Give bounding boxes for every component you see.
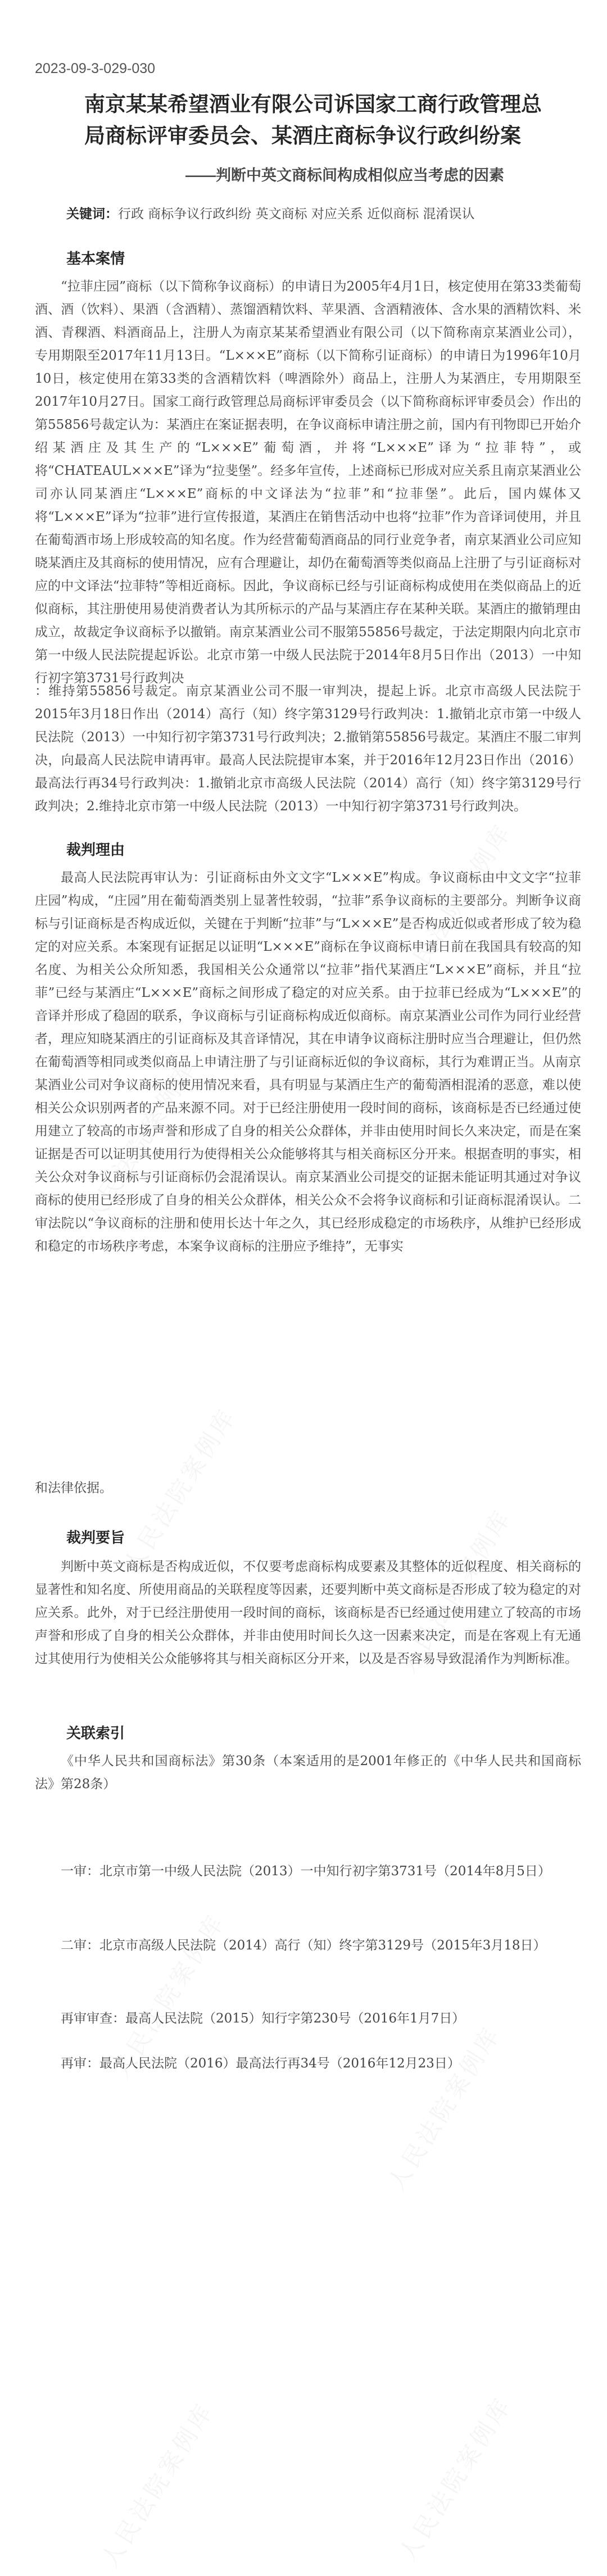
page-subtitle: ——判断中英文商标间构成相似应当考虑的因素 [185,167,504,184]
related-second-instance: 二审：北京市高级人民法院（2014）高行（知）终字第3129号（2015年3月18日） [61,1938,546,1953]
watermark [390,2389,519,2568]
keywords-label: 关键词： [66,206,118,221]
related-first-instance: 一审：北京市第一中级人民法院（2013）一中知行初字第3731号（2014年8月5日） [61,1864,551,1879]
case-number: 2023-09-3-029-030 [35,61,156,76]
gist-paragraph: 判断中英文商标是否构成近似，不仅要考虑商标构成要素及其整体的近似程度、相关商标的显著性和知名度、所使用商品的关联程度等因素，还要判断中英文商标是否形成了较为稳定的对应关系。此外，对于已经注册使用一段时间的商标，该商标是否已经通过使用建立了较高的市场声誉和形成了自身的相关公众群体，并非由使用时间长久这一因素来决定，而是在客观上有无通过其使用行为使相关公众能够将其与相关商标区分开来，以及是否容易导致混淆作为判断标准。 [35,1559,581,1666]
watermark [379,2019,508,2197]
related-retrial: 再审：最高人民法院（2016）最高法行再34号（2016年12月23日） [61,2056,460,2071]
page-title: 南京某某希望酒业有限公司诉国家工商行政管理总局商标评审委员会、某酒庄商标争议行政纠纷案 [84,93,542,147]
section-heading-gist: 裁判要旨 [66,1529,125,1546]
section-heading-related: 关联索引 [66,1725,125,1741]
reasoning-paragraph: 最高人民法院再审认为：引证商标由外文文字“L×××E”构成。争议商标由中文文字“拉菲庄园”构成，“庄园”用在葡萄酒类别上显著性较弱，“拉菲”系争议商标的主要部分。判断争议商标与引证商标是否构成近似，关键在于判断“拉菲”与“L×××E”是否构成近似或者形成了较为稳定的对应关系。本案现有证据足以证明“L×××E”商标在争议商标申请日前在我国具有较高的知名度、为相关公众所知悉，我国相关公众通常以“拉菲”指代某酒庄“L×××E”商标，并且“拉菲”已经与某酒庄“L×××E”商标之间形成了稳定的对应关系。由于拉菲已经成为“L×××E”的音译并形成了稳固的联系，争议商标与引证商标构成近似商标。南京某酒业公司作为同行业经营者，理应知晓某酒庄的引证商标及其音译情况，其在申请争议商标注册时应当合理避让，但仍然在葡萄酒等相同或类似商品上申请注册了与引证商标近似的争议商标，其行为难谓正当。从南京某酒业公司对争议商标的使用情况来看，具有明显与某酒庄生产的葡萄酒相混淆的恶意，难以使相关公众识别两者的产品来源不同。对于已经注册使用一段时间的商标，该商标是否已经通过使用建立了较高的市场声誉和形成了自身的相关公众群体，并非由使用时间长久来决定，而是在案证据是否可以证明其使用行为使得相关公众能够将其与相关商标区分开来。根据查明的事实，相关公众对争议商标与引证商标仍会混淆误认。南京某酒业公司提交的证据未能证明其通过对争议商标的使用已经形成了自身的相关公众群体，相关公众不会将争议商标和引证商标混淆误认。二审法院以“争议商标的注册和使用长达十年之久，其已经形成稳定的市场秩序，从维护已经形成和稳定的市场秩序考虑，本案争议商标的注册应予维持”，无事实 [35,870,581,1254]
basic-facts-paragraph: “拉菲庄园”商标（以下简称争议商标）的申请日为2005年4月1日，核定使用在第33类葡萄酒、酒（饮料）、果酒（含酒精）、蒸馏酒精饮料、苹果酒、含酒精液体、含水果的酒精饮料、米酒、青稞酒、料酒商品上，注册人为南京某某希望酒业有限公司（以下简称南京某酒业公司），专用期限至2017年11月13日。“L×××E”商标（以下简称引证商标）的申请日为1996年10月10日，核定使用在第33类的含酒精饮料（啤酒除外）商品上，注册人为某酒庄，专用期限至2017年10月27日。国家工商行政管理总局商标评审委员会（以下简称商标评审委员会）作出的第55856号裁定认为：某酒庄在案证据表明，在争议商标申请注册之前，国内有刊物即已开始介绍某酒庄及其生产的“L×××E”葡萄酒，并将“L×××E”译为“拉菲特”，或将“CHATEAUL×××E”译为“拉斐堡”。经多年宣传，上述商标已形成对应关系且南京某酒业公司亦认同某酒庄“L×××E”商标的中文译法为“拉菲”和“拉菲堡”。此后，国内媒体又将“L×××E”译为“拉菲”进行宣传报道，某酒庄在销售活动中也将“拉菲”作为音译词使用，并且在葡萄酒市场上形成较高的知名度。作为经营葡萄酒商品的同行业竞争者，南京某酒业公司应知晓某酒庄及其商标的使用情况，应有合理避让，却仍在葡萄酒等类似商品上注册了与引证商标对应的中文译法“拉菲特”等相近商标。因此，争议商标已经与引证商标构成使用在类似商品上的近似商标，其注册使用易使消费者认为其所标示的产品与某酒庄存在某种关联。某酒庄的撤销理由成立，故裁定争议商标予以撤销。南京某酒业公司不服第55856号裁定，于法定期限内向北京市第一中级人民法院提起诉讼。北京市第一中级人民法院于2014年8月5日作出（2013）一中知行初字第3731号行政判决 [35,279,581,686]
basic-facts-paragraph-continued: ：维持第55856号裁定。南京某酒业公司不服一审判决，提起上诉。北京市高级人民法院于2015年3月18日作出（2014）高行（知）终字第3129号行政判决：1.撤销北京市第一中级人民法院（2013）一中知行初字第3731号行政判决；2.撤销第55856号裁定。某酒庄不服二审判决，向最高人民法院申请再审。最高人民法院提审本案，并于2016年12月23日作出（2016）最高法行再34号行政判决：1.撤销北京市高级人民法院（2014）高行（知）终字第3129号行政判决；2.维持北京市第一中级人民法院（2013）一中知行初字第3731号行政判决。 [35,684,581,814]
reasoning-paragraph-continued: 和法律依据。 [35,1481,112,1495]
keywords [66,203,589,224]
related-retrial-review: 再审审查：最高人民法院（2015）知行字第230号（2016年1月7日） [61,2011,465,2026]
keywords-text: 行政 商标争议行政纠纷 英文商标 对应关系 近似商标 混淆误认 [118,207,475,221]
section-heading-reasoning: 裁判理由 [66,841,125,858]
watermark [92,2395,221,2573]
section-heading-basic-facts: 基本案情 [66,250,125,267]
related-law: 《中华人民共和国商标法》第30条（本案适用的是2001年修正的《中华人民共和国商标法》第28条） [35,1754,581,1792]
